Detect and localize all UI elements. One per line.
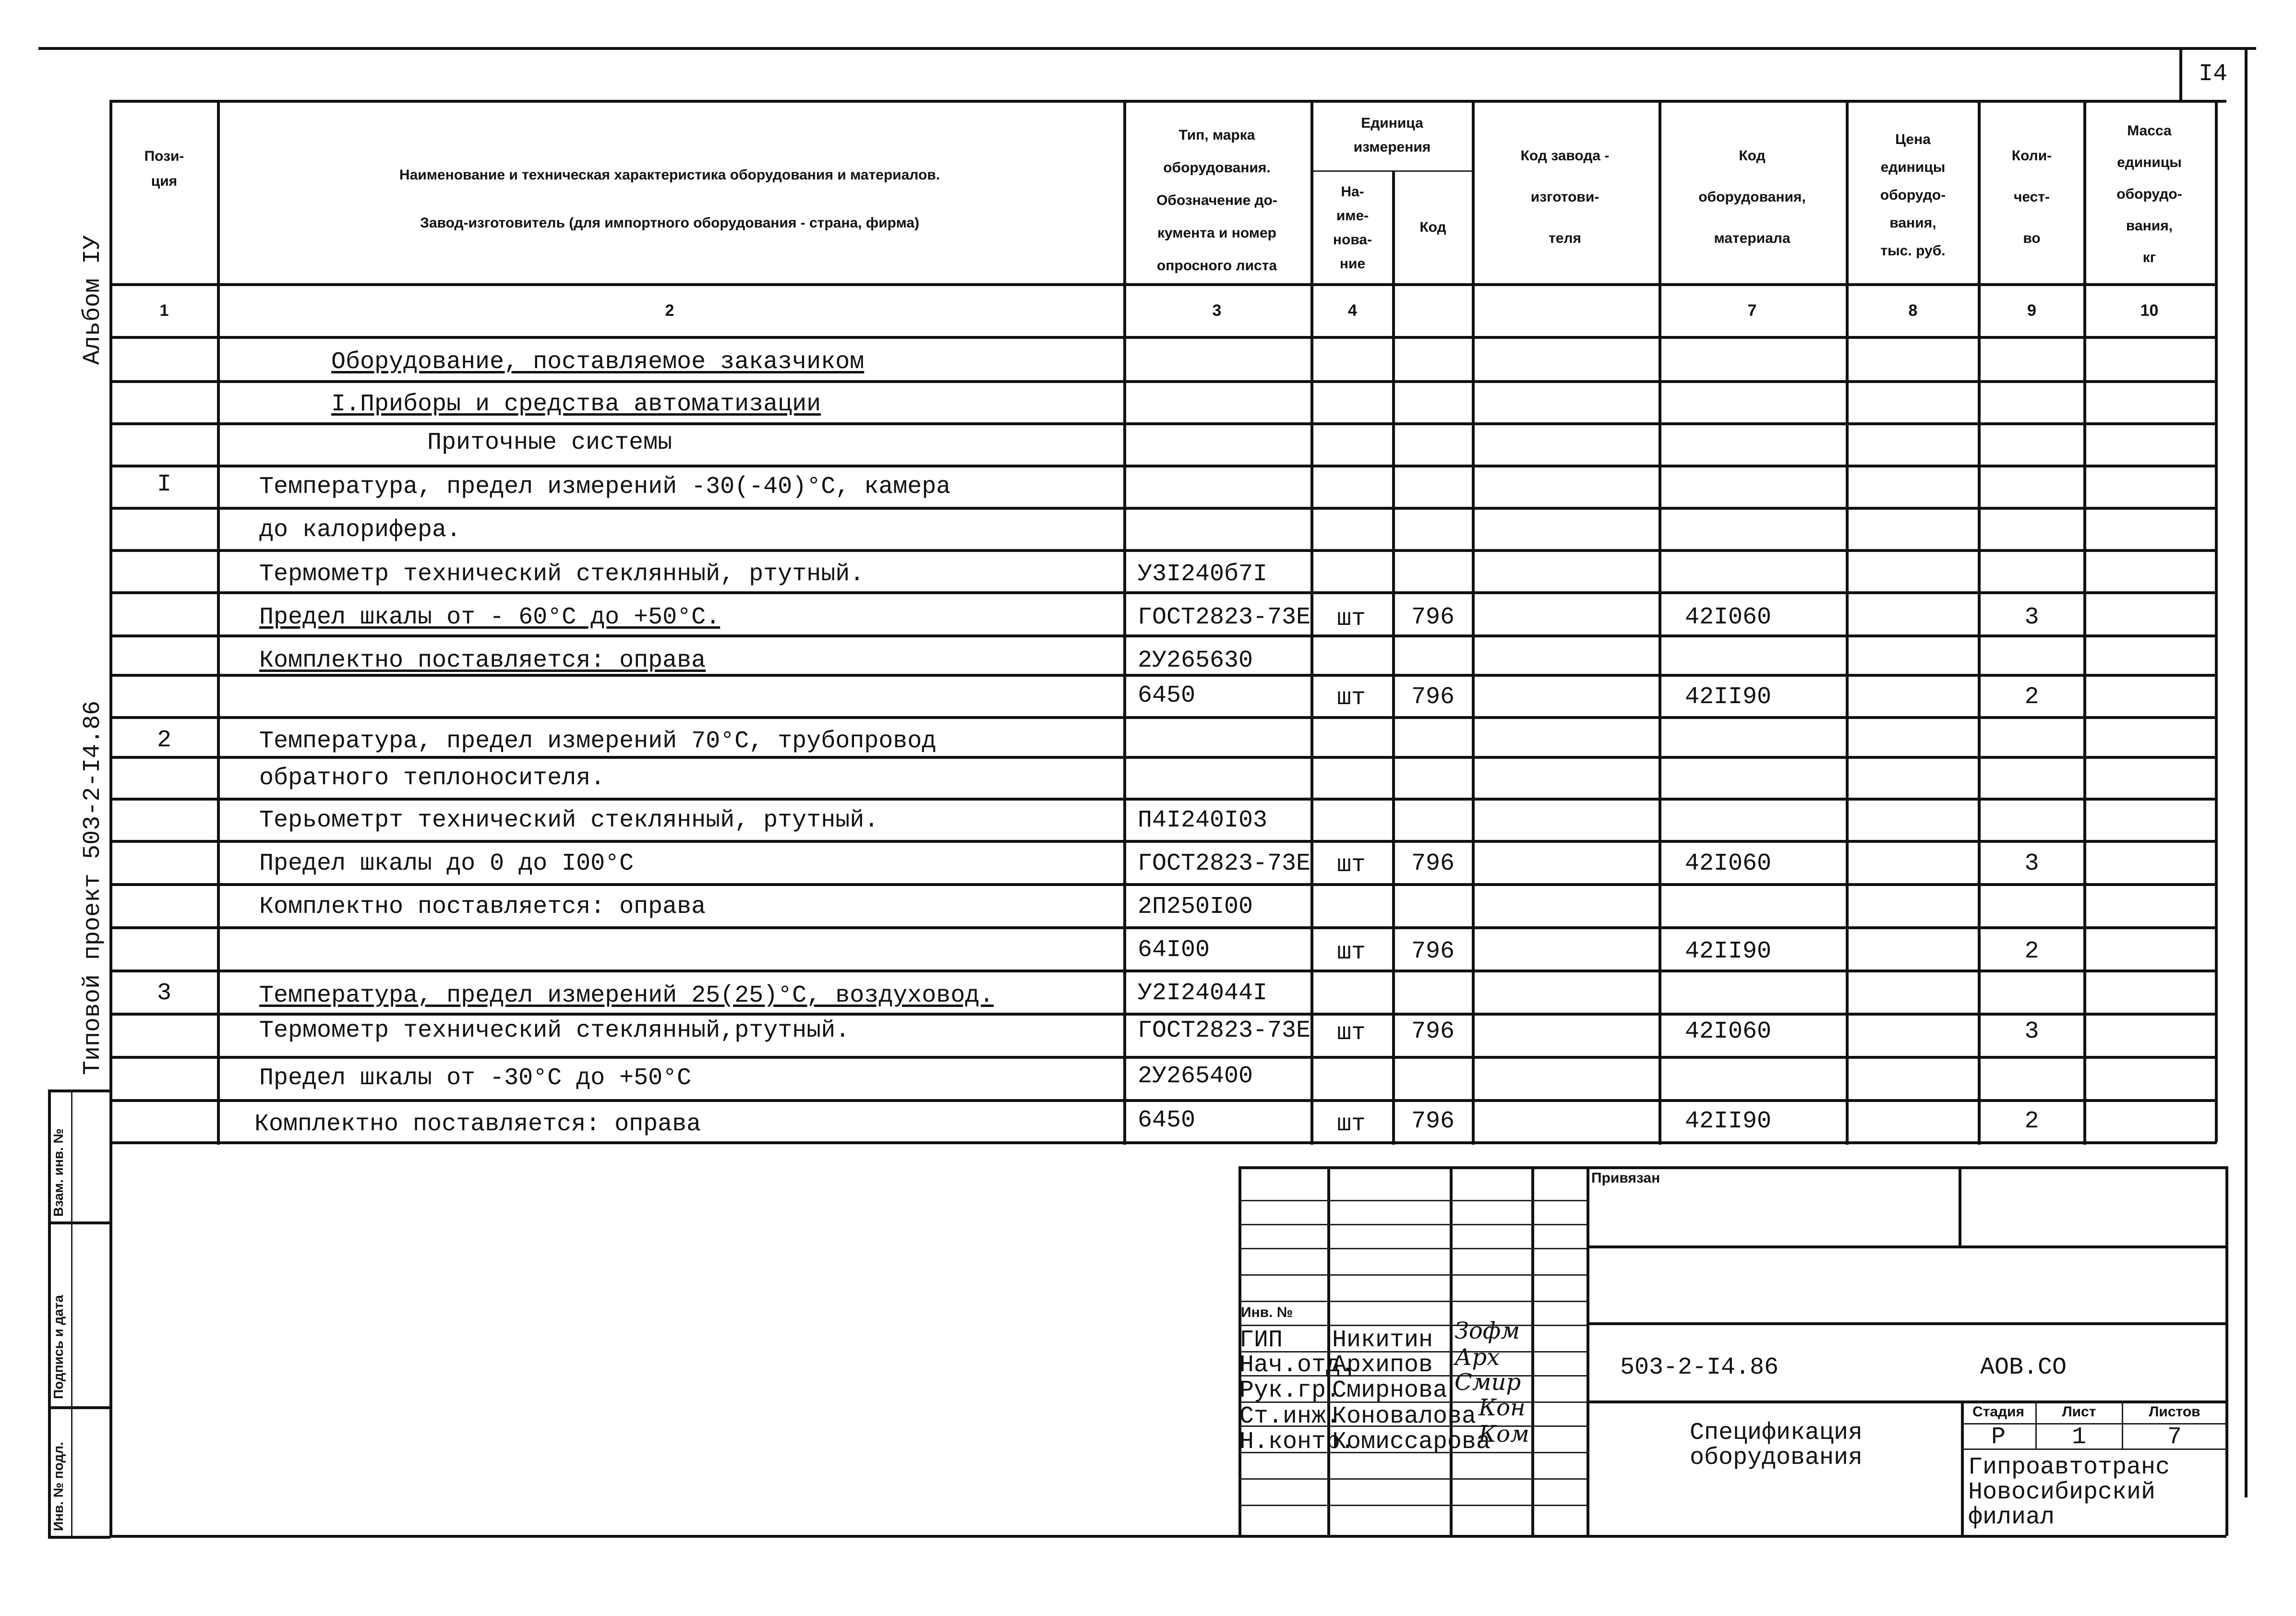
row-14-qty: 2	[2024, 938, 2039, 965]
title-row-line	[1587, 1401, 2227, 1403]
row-18-unit: шт	[1336, 1111, 1366, 1138]
privyazan-bottom-line	[1587, 1245, 2227, 1248]
name-group-head: Смирнова	[1332, 1377, 1448, 1404]
row-7-name: Комплектно поставляется: оправа	[259, 647, 706, 674]
stage-col-2	[2122, 1401, 2123, 1448]
signature-gip: Зофм	[1455, 1317, 1520, 1344]
binding-strip-line-4	[48, 1536, 110, 1539]
role-head-dept: Нач.отд.	[1239, 1352, 1355, 1379]
row-12-qty: 3	[2024, 850, 2039, 877]
row-12-eq-code: 42I060	[1685, 850, 1772, 877]
row-6-unit: шт	[1336, 605, 1366, 633]
row-16-code: 796	[1411, 1018, 1455, 1045]
stamp-row-line-3	[1238, 1248, 1587, 1249]
stage-value: Р	[1991, 1424, 2006, 1451]
row-18-code: 796	[1411, 1108, 1455, 1135]
name-gip: Никитин	[1332, 1327, 1433, 1354]
header-type: Тип, марка оборудования. Обозначение до- кумента и номер опросного листа	[1156, 127, 1277, 274]
col-divider-1	[217, 101, 220, 1145]
stamp-row-line-1	[1238, 1200, 1587, 1201]
number-row-bottom-line	[109, 336, 2217, 339]
name-head-dept: Архипов	[1332, 1352, 1433, 1379]
sheets-value: 7	[2167, 1424, 2182, 1451]
unit-subheader-line	[1310, 170, 1472, 172]
header-equipment-code: Код оборудования, материала	[1698, 148, 1806, 246]
stage-col-1	[2035, 1401, 2037, 1448]
row-14-unit: шт	[1336, 939, 1366, 966]
row-6-eq-code: 42I060	[1685, 604, 1772, 631]
stamp-row-line-13	[1238, 1505, 1587, 1506]
row-line-12	[109, 840, 2217, 843]
col-number-4: 4	[1348, 301, 1357, 320]
row-line-19	[109, 1141, 2217, 1144]
field-sign-date: Подпись и дата	[51, 1295, 66, 1399]
privyazan-divider	[1959, 1166, 1961, 1245]
header-quantity: Коли- чест- во	[2011, 148, 2052, 246]
col-number-9: 9	[2027, 301, 2036, 320]
sheet-number-box-right	[2245, 48, 2248, 1497]
row-8-code: 796	[1411, 683, 1455, 711]
sheet-value: 1	[2071, 1424, 2086, 1451]
row-12-unit: шт	[1336, 851, 1366, 879]
col-number-7: 7	[1747, 301, 1757, 320]
sheet-number: I4	[2198, 60, 2227, 88]
col-divider-5	[1472, 101, 1475, 1145]
organization: Гипроавтотранс Новосибирский филиал	[1968, 1454, 2170, 1531]
row-line-4	[109, 507, 2217, 510]
row-4-name: до калорифера.	[259, 516, 461, 544]
row-14-code: 796	[1411, 938, 1455, 965]
header-unit-code: Код	[1419, 219, 1446, 235]
album-label: Альбом IУ	[79, 235, 107, 365]
row-16-name: Термометр технический стеклянный,ртутный.	[259, 1017, 850, 1044]
signature-head-dept: Арх	[1455, 1344, 1500, 1371]
frame-top-line	[38, 47, 2256, 50]
stamp-col-divider-4	[1587, 1166, 1589, 1536]
row-10-name: обратного теплоносителя.	[259, 765, 605, 792]
row-14-eq-code: 42II90	[1685, 938, 1772, 965]
row-16-unit: шт	[1336, 1019, 1366, 1047]
name-norm-control: Комиссарова	[1332, 1428, 1491, 1456]
row-6-type: ГОСТ2823-73Е	[1138, 604, 1311, 631]
row-6-qty: 3	[2024, 604, 2039, 631]
code-row-line	[1587, 1322, 2227, 1325]
document-title: Спецификация оборудования	[1689, 1419, 1863, 1472]
binding-strip-line-2	[48, 1221, 110, 1224]
stamp-row-line-2	[1238, 1224, 1587, 1225]
binding-strip-line-1	[48, 1089, 110, 1092]
row-line-9	[109, 716, 2217, 719]
row-line-6	[109, 591, 2217, 594]
col-divider-4	[1392, 170, 1395, 1145]
col-number-10: 10	[2140, 301, 2159, 320]
col-number-1: 1	[159, 301, 169, 320]
header-bottom-line	[109, 283, 2217, 286]
header-position: Пози- ция	[144, 148, 184, 189]
col-number-3: 3	[1212, 301, 1222, 320]
row-line-5	[109, 549, 2217, 552]
name-senior-eng: Коновалова	[1332, 1403, 1477, 1430]
row-5-type: У3I240б7I	[1138, 561, 1268, 588]
row-13-name: Комплектно поставляется: оправа	[259, 893, 706, 921]
col-divider-9	[2083, 101, 2086, 1145]
row-9-position: 2	[156, 727, 171, 754]
binding-strip-inner	[71, 1089, 72, 1536]
row-16-type: ГОСТ2823-73Е	[1138, 1017, 1311, 1044]
header-name: Наименование и техническая характеристика оборудования и материалов. Завод-изготовитель (для импортного оборудования - страна, фирма)	[399, 167, 940, 231]
binding-strip-line-3	[48, 1406, 110, 1409]
stamp-row-line-5	[1238, 1301, 1587, 1302]
row-line-16	[109, 1013, 2217, 1016]
row-16-qty: 3	[2024, 1018, 2039, 1045]
sheets-label: Листов	[2149, 1404, 2200, 1420]
row-8-eq-code: 42II90	[1685, 683, 1772, 711]
stamp-top-line	[1238, 1166, 2227, 1169]
section-title: Оборудование, поставляемое заказчиком	[331, 348, 865, 376]
row-15-type: У2I24044I	[1138, 980, 1268, 1007]
row-line-17	[109, 1056, 2217, 1059]
row-6-code: 796	[1411, 604, 1455, 631]
row-18-name: Комплектно поставляется: оправа	[254, 1111, 701, 1138]
field-orig-inv: Инв. № подл.	[51, 1442, 66, 1531]
sheet-label: Лист	[2062, 1404, 2096, 1420]
row-13-type: 2П250I00	[1138, 893, 1253, 921]
document-mark: АОВ.СО	[1980, 1354, 2067, 1381]
row-17-type: 2У265400	[1138, 1063, 1253, 1090]
row-9-name: Температура, предел измерений 70°С, трубопровод	[259, 728, 937, 755]
row-11-type: П4I240I03	[1138, 807, 1268, 834]
stamp-row-line-6	[1238, 1325, 1587, 1326]
role-group-head: Рук.гр.	[1239, 1377, 1341, 1404]
col-number-2: 2	[665, 301, 674, 320]
bottom-frame-line	[109, 1535, 2226, 1538]
table-right-edge	[2215, 101, 2218, 1142]
header-plant-code: Код завода - изготови- теля	[1520, 148, 1610, 246]
row-5-name: Термометр технический стеклянный, ртутный.	[259, 561, 865, 588]
row-15-position: 3	[156, 980, 171, 1007]
row-3-position: I	[156, 471, 171, 498]
row-line-2	[109, 422, 2217, 425]
role-norm-control: Н.контр.	[1239, 1428, 1355, 1456]
stage-block-left	[1961, 1401, 1964, 1536]
row-line-11	[109, 798, 2217, 801]
row-line-10	[109, 756, 2217, 759]
row-line-1	[109, 380, 2217, 383]
row-8-type: 6450	[1138, 682, 1196, 709]
row-line-15	[109, 970, 2217, 972]
stamp-row-line-12	[1238, 1478, 1587, 1480]
row-8-qty: 2	[2024, 683, 2039, 711]
stamp-row-line-4	[1238, 1274, 1587, 1276]
row-3-name: Температура, предел измерений -30(-40)°С, камера	[259, 473, 951, 501]
row-11-name: Терьометрт технический стеклянный, ртутный.	[259, 807, 879, 834]
role-gip: ГИП	[1239, 1327, 1283, 1354]
group-title: Приточные системы	[427, 429, 673, 456]
row-18-type: 6450	[1138, 1107, 1196, 1134]
row-17-name: Предел шкалы от -30°С до +50°С	[259, 1065, 692, 1092]
row-7-type: 2У265630	[1138, 647, 1253, 674]
col-divider-7	[1846, 101, 1849, 1145]
field-replace-inv: Взам. инв. №	[51, 1128, 66, 1217]
signature-group-head: Смир	[1455, 1369, 1521, 1396]
col-divider-6	[1659, 101, 1661, 1145]
inv-label: Инв. №	[1241, 1305, 1293, 1320]
row-14-type: 64I00	[1138, 936, 1210, 964]
signature-norm-control: Ком	[1479, 1421, 1529, 1448]
row-line-3	[109, 465, 2217, 467]
header-price: Цена единицы оборудо- вания, тыс. руб.	[1880, 132, 1946, 259]
row-18-qty: 2	[2024, 1108, 2039, 1135]
header-mass: Масса единицы оборудо- вания, кг	[2116, 123, 2182, 265]
row-16-eq-code: 42I060	[1685, 1018, 1772, 1045]
row-6-name: Предел шкалы от - 60°С до +50°С.	[259, 604, 721, 631]
row-18-eq-code: 42II90	[1685, 1108, 1772, 1135]
header-unit-name: На- име- нова- ние	[1333, 184, 1372, 272]
document-code: 503-2-I4.86	[1620, 1354, 1779, 1381]
privyazan-label: Привязан	[1591, 1170, 1660, 1186]
table-top-line	[109, 100, 2226, 103]
col-divider-2	[1123, 101, 1126, 1145]
row-12-name: Предел шкалы до 0 до I00°С	[259, 850, 634, 877]
role-senior-eng: Ст.инж.	[1239, 1403, 1341, 1430]
row-line-13	[109, 883, 2217, 886]
signature-senior-eng: Кон	[1479, 1394, 1526, 1421]
row-line-7	[109, 634, 2217, 637]
row-line-18	[109, 1099, 2217, 1102]
row-line-14	[109, 926, 2217, 929]
stamp-right-edge	[2225, 1166, 2228, 1536]
row-15-name: Температура, предел измерений 25(25)°С, воздуховод.	[259, 982, 994, 1009]
col-number-8: 8	[1908, 301, 1918, 320]
project-label: Типовой проект 503-2-I4.86	[79, 700, 107, 1075]
row-12-code: 796	[1411, 850, 1455, 877]
row-12-type: ГОСТ2823-73Е	[1138, 850, 1311, 877]
stage-label: Стадия	[1972, 1404, 2025, 1420]
row-8-unit: шт	[1336, 684, 1366, 712]
subsection-title: I.Приборы и средства автоматизации	[331, 391, 821, 418]
header-unit: Единица измерения	[1353, 115, 1431, 155]
